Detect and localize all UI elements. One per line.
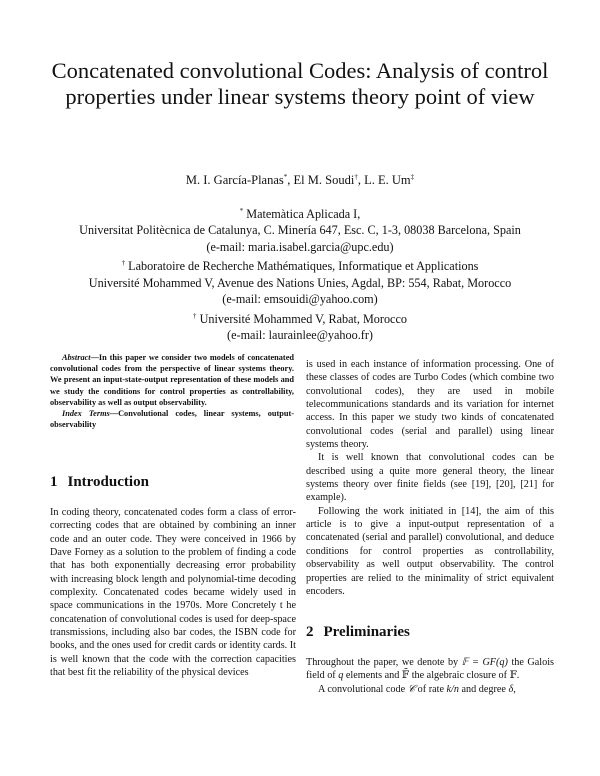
section-1-title: Introduction [67,474,149,490]
prelim-text-1b: the Galois field of [306,657,555,682]
math-rate: k/n [446,683,459,695]
affiliation-2-text: Laboratoire de Recherche Mathématiques, Informatique et Applications [128,259,479,274]
author-sep-2: , [357,173,365,188]
prelim-text-1c: elements and [343,670,402,682]
prelim-text-1a: Throughout the paper, we denote by [306,657,462,668]
math-code-c: 𝒞 [407,683,416,695]
affiliation-1-mark: * [239,207,244,215]
affiliation-line-4 [30,255,570,274]
prelim-paragraph-1 [306,656,554,683]
math-field-closure: 𝔽̄ [401,670,410,682]
paper-title: Concatenated convolutional Codes: Analysis of control properties under linear systems theory point of view [51,58,549,109]
math-field: 𝔽 [509,670,517,682]
math-delta: δ [508,683,514,695]
affiliation-line-6: (e-mail: emsouidi@yahoo.com) [222,292,378,307]
prelim-text-2a: A convolutional code [318,683,408,695]
affiliation-line-7 [30,308,570,327]
introduction-right-column [306,358,554,598]
section-introduction-heading [50,474,149,491]
abstract-dash: — [90,353,99,362]
affiliation-1-text: Matemàtica Aplicada I, [246,207,361,222]
abstract [50,352,294,430]
index-terms-label: Index Terms [62,409,110,419]
author-1-mark: * [283,173,288,181]
intro-paragraph-3: It is well known that convolutional codes can be described using a quite more general theory, the linear systems theory over finite fields (see [19], [20], [21] for example). [306,452,554,504]
author-2-mark: † [354,173,358,181]
introduction-left-column [50,506,296,679]
abstract-paragraph [50,352,294,408]
prelim-text-2c: and degree [458,683,509,695]
section-1-number: 1 [50,474,58,490]
affiliation-3-mark: † [193,311,197,320]
abstract-text: In this paper we consider two models of concatenated convolutional codes from the perspective of linear systems theory. We present an input-state-output representation of these models and we study the conditions for control properties as controllability, observability as well as output observability. [50,353,294,407]
affiliation-line-2: Universitat Politècnica de Catalunya, C. Minería 647, Esc. C, 1-3, 08038 Barcelona, Spain [79,223,521,238]
abstract-label: Abstract [62,353,91,362]
section-2-number: 2 [306,624,314,640]
author-line [0,173,600,188]
preliminaries-text [306,656,554,696]
section-2-title: Preliminaries [323,624,410,640]
prelim-text-1e: . [516,670,520,682]
prelim-text-2b: of rate [415,683,447,695]
math-q: q [338,670,344,682]
affiliation-3-text: Université Mohammed V, Rabat, Morocco [199,311,407,326]
affiliation-line-8: (e-mail: laurainlee@yahoo.fr) [227,328,373,343]
prelim-paragraph-2 [306,683,554,696]
index-terms [50,408,294,430]
author-2: El M. Soudi [293,173,355,188]
intro-paragraph-1: In coding theory, concatenated codes form a class of error-correcting codes that are obtained by combining an inner code and an outer code. They were conceived in 1966 by Dave Forney as a solution to the problem of finding a code that has both exponentially decreasing error probability with increasing block length and polynomial-time decoding complexity. Concatenated codes became widely used in space communications in the 1970s. More Concretely t he concatenation of convolutional codes is used for deep-space transmissions, including also bar codes, the ISBN code for books, and the ones used for credit cards or identity cards. It is well known that the code with the correction capacities that best fit the reliability of the physical devices [50,507,296,679]
intro-paragraph-2: is used in each instance of information processing. One of these classes of codes are Turbo Codes (which combine two convolutional codes), they are used in mobile telecommunications standards and its variation for internet access. In this paper we study two kinds of concatenated convolutional codes (serial and parallel) using linear systems theory. [306,359,554,451]
section-preliminaries-heading [306,624,410,641]
affiliation-2-mark: † [121,259,126,268]
author-3: L. E. Um [364,173,411,188]
affiliation-line-5: Université Mohammed V, Avenue des Nations Unies, Agdal, BP: 554, Rabat, Morocco [88,275,512,290]
author-1: M. I. García-Planas [185,173,284,188]
prelim-text-2d: , [513,683,516,695]
affiliation-line-3: (e-mail: maria.isabel.garcia@upc.edu) [206,239,394,254]
author-sep-1: , [287,173,294,188]
affiliations [30,203,570,343]
affiliation-line-1 [30,203,570,222]
author-3-mark: ‡ [410,173,415,181]
index-terms-text: Convolutional codes, linear systems, output-observability [50,409,295,430]
intro-paragraph-4: Following the work initiated in [14], the aim of this article is to give a input-output representation of a concatenated (serial and parallel) convolutional, and deduce conditions for control properties as controllability, observability as well output observability. The control properties are relied to the minimality of strict equivalent encoders. [306,505,554,597]
index-terms-dash: — [109,409,119,419]
math-field-def: 𝔽 = GF(q) [461,657,508,668]
prelim-text-1d: the algebraic closure of [409,670,510,682]
